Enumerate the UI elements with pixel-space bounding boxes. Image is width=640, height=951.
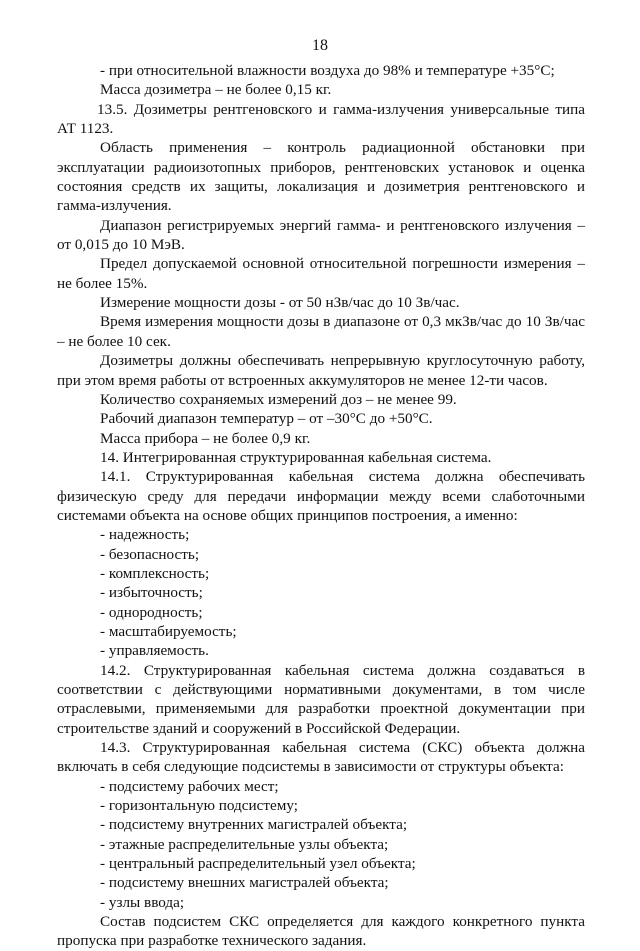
paragraph-dose-rate: Измерение мощности дозы - от 50 нЗв/час до 10 Зв/час. xyxy=(100,294,460,312)
list-item: - однородность; xyxy=(100,603,203,621)
paragraph-humidity: - при относительной влажности воздуха до 98% и температуре +35°С; xyxy=(100,62,555,79)
paragraph-14-2: 14.2. Структурированная кабельная система должна создаваться в соответствии с действующими нормативными документами, в том числе отраслевыми, применяемыми для разработки проектной документации при строительстве зданий и сооружений в Российской Федерации. xyxy=(57,661,585,737)
list-item: - масштабируемость; xyxy=(100,622,237,640)
list-item: - управляемость. xyxy=(100,642,209,660)
paragraph-energy-range: Диапазон регистрируемых энергий гамма- и рентгеновского излучения – от 0,015 до 10 МэВ. xyxy=(57,216,585,254)
paragraph-temperature-range: Рабочий диапазон температур – от –30°С до +50°С. xyxy=(100,410,433,428)
paragraph-dosimeter-mass: Масса дозиметра – не более 0,15 кг. xyxy=(100,81,332,99)
list-item: - этажные распределительные узлы объекта; xyxy=(100,835,389,853)
subsystems-list xyxy=(57,777,585,912)
page-number: 18 xyxy=(312,37,328,54)
list-item: - центральный распределительный узел объекта; xyxy=(100,855,416,873)
section-14-heading: 14. Интегрированная структурированная кабельная система. xyxy=(100,448,492,466)
paragraph-13-5: 13.5. Дозиметры рентгеновского и гамма-излучения универсальные типа АТ 1123. xyxy=(57,100,585,138)
paragraph-device-mass: Масса прибора – не более 0,9 кг. xyxy=(100,429,311,447)
list-item: - надежность; xyxy=(100,526,190,544)
paragraph-14-3: 14.3. Структурированная кабельная система (СКС) объекта должна включать в себя следующие подсистемы в зависимости от структуры объекта: xyxy=(57,739,585,776)
paragraph-error-limit: Предел допускаемой основной относительной погрешности измерения – не более 15%. xyxy=(57,255,585,292)
list-item: - комплексность; xyxy=(100,564,210,582)
paragraph-scs-composition: Состав подсистем СКС определяется для каждого конкретного пункта пропуска при разработке технического задания. xyxy=(57,913,585,950)
list-item: - подсистему внешних магистралей объекта; xyxy=(100,874,389,892)
list-item: - подсистему внутренних магистралей объекта; xyxy=(100,816,408,834)
list-item: - подсистему рабочих мест; xyxy=(100,777,279,795)
paragraph-14-1: 14.1. Структурированная кабельная система должна обеспечивать физическую среду для передачи информации между всеми слаботочными системами объекта на основе общих принципов построения, а именно: xyxy=(57,468,585,524)
paragraph-measurement-time: Время измерения мощности дозы в диапазоне от 0,3 мкЗв/час до 10 Зв/час – не более 10 сек. xyxy=(57,313,585,350)
paragraph-continuous-operation: Дозиметры должны обеспечивать непрерывную круглосуточную работу, при этом время работы от встроенных аккумуляторов не менее 12-ти часов. xyxy=(57,352,585,389)
list-item: - избыточность; xyxy=(100,584,203,602)
page-body xyxy=(57,61,585,951)
paragraph-stored-measurements: Количество сохраняемых измерений доз – не менее 99. xyxy=(100,390,457,408)
paragraph-application-area: Область применения – контроль радиационной обстановки при эксплуатации радиоизотопных приборов, рентгеновских установок и оценка состояния средств их защиты, локализация и дозиметрия рентгеновского и гамма-излучения. xyxy=(57,139,585,215)
list-item: - безопасность; xyxy=(100,545,200,563)
list-item: - узлы ввода; xyxy=(100,893,185,911)
principles-list xyxy=(57,525,585,660)
list-item: - горизонтальную подсистему; xyxy=(100,797,298,815)
